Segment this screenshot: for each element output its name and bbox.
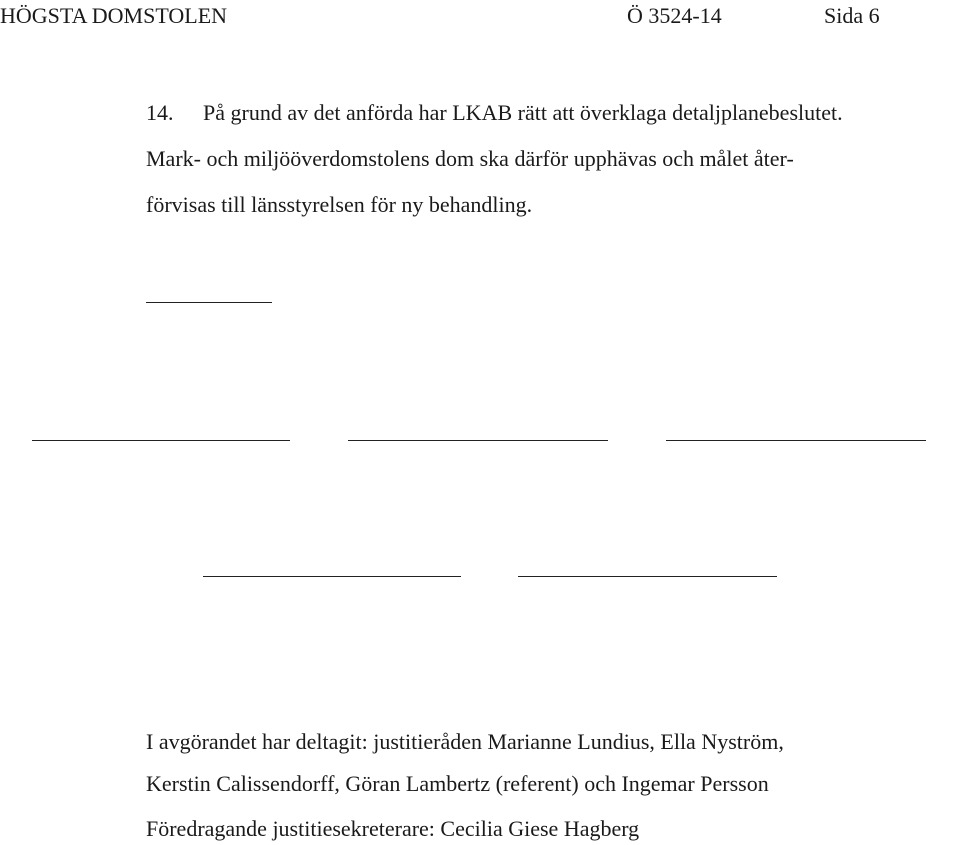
paragraph-number: 14. <box>146 100 174 125</box>
paragraph-line: Mark- och miljööverdomstolens dom ska därför upphävas och målet åter- <box>146 146 794 171</box>
signature-line <box>348 440 608 441</box>
court-name: HÖGSTA DOMSTOLEN <box>0 3 228 28</box>
signature-line <box>32 440 290 441</box>
signature-line <box>666 440 926 441</box>
paragraph-line: På grund av det anförda har LKAB rätt att överklaga detaljplanebeslutet. <box>203 100 843 125</box>
separator-line <box>146 302 272 303</box>
paragraph-line: förvisas till länsstyrelsen för ny behandling. <box>146 192 533 217</box>
page-number: Sida 6 <box>824 3 880 28</box>
signature-line <box>203 576 461 577</box>
signature-line <box>518 576 777 577</box>
participants-line: Kerstin Calissendorff, Göran Lambertz (referent) och Ingemar Persson <box>146 771 769 796</box>
clerk-line: Föredragande justitiesekreterare: Cecilia Giese Hagberg <box>146 816 640 841</box>
case-number: Ö 3524-14 <box>627 3 722 28</box>
participants-line: I avgörandet har deltagit: justitieråden Marianne Lundius, Ella Nyström, <box>146 729 784 754</box>
